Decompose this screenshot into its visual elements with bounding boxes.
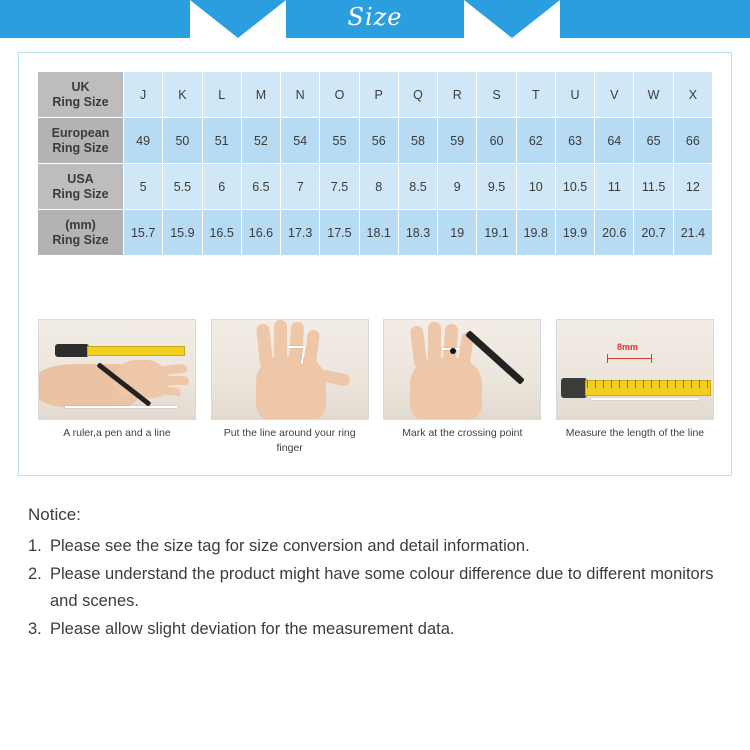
mark-crossing-point-photo [383, 319, 541, 420]
table-cell: 52 [241, 118, 280, 164]
table-cell: 51 [202, 118, 241, 164]
notice-item-number: 1. [28, 537, 42, 555]
measure-steps [38, 319, 714, 456]
table-cell: Q [398, 72, 437, 118]
table-row [38, 164, 713, 210]
table-cell: 17.3 [281, 210, 320, 256]
notice-item [28, 533, 728, 560]
notice-title: Notice: [28, 505, 81, 524]
notice-item-text: Please see the size tag for size conversion and detail information. [50, 537, 530, 555]
table-row [38, 72, 713, 118]
table-cell: 8 [359, 164, 398, 210]
table-cell: 16.5 [202, 210, 241, 256]
table-row [38, 210, 713, 256]
table-cell: S [477, 72, 516, 118]
table-cell: 10.5 [555, 164, 594, 210]
table-cell: 5.5 [163, 164, 202, 210]
table-cell: U [555, 72, 594, 118]
step-caption: A ruler,a pen and a line [63, 427, 171, 439]
table-cell: 5 [124, 164, 163, 210]
row-header-line1: USA [67, 171, 94, 186]
table-cell: 59 [438, 118, 477, 164]
table-cell: 63 [555, 118, 594, 164]
row-header-european [38, 118, 124, 164]
table-cell: 11.5 [634, 164, 673, 210]
row-header-line2: Ring Size [52, 94, 109, 109]
step-caption-line1: Put the line around your ring finger [223, 427, 356, 454]
table-cell: 21.4 [673, 210, 712, 256]
step-caption: Mark at the crossing point [402, 427, 523, 439]
step-1 [38, 319, 196, 456]
dimension-label: 8mm [616, 342, 638, 352]
notice-item-text: Please understand the product might have some colour difference due to different monitors and scenes. [50, 565, 714, 610]
thread-on-ruler [591, 398, 699, 400]
ruler-pen-line-photo [38, 319, 196, 420]
table-cell: 19 [438, 210, 477, 256]
line-around-finger-photo [211, 319, 369, 420]
table-cell: 18.1 [359, 210, 398, 256]
notice-section [28, 505, 728, 644]
notice-item [28, 561, 728, 615]
table-cell: R [438, 72, 477, 118]
notice-list [28, 533, 728, 643]
table-cell: 50 [163, 118, 202, 164]
tape-measure-case [561, 378, 587, 398]
table-cell: 65 [634, 118, 673, 164]
table-cell: 20.7 [634, 210, 673, 256]
table-cell: 7 [281, 164, 320, 210]
table-cell: 12 [673, 164, 712, 210]
step-3 [383, 319, 541, 456]
dimension-tick-left [607, 354, 608, 363]
tape-measure-strip [87, 346, 185, 356]
table-cell: 18.3 [398, 210, 437, 256]
step-4 [556, 319, 714, 456]
table-cell: 55 [320, 118, 359, 164]
table-cell: 58 [398, 118, 437, 164]
table-cell: 20.6 [595, 210, 634, 256]
table-cell: K [163, 72, 202, 118]
thread-shape [65, 406, 177, 408]
size-chart-card [18, 52, 732, 476]
table-cell: 16.6 [241, 210, 280, 256]
table-cell: 62 [516, 118, 555, 164]
header-banner [0, 0, 750, 38]
table-cell: 9.5 [477, 164, 516, 210]
hand-shape [410, 358, 482, 420]
table-cell: 56 [359, 118, 398, 164]
table-cell: 17.5 [320, 210, 359, 256]
row-header-line1: (mm) [65, 217, 96, 232]
finger-shape [428, 322, 441, 366]
table-cell: J [124, 72, 163, 118]
tape-measure-case [55, 344, 89, 357]
table-cell: 64 [595, 118, 634, 164]
row-header-line2: Ring Size [52, 186, 109, 201]
table-cell: 9 [438, 164, 477, 210]
photo-background [557, 320, 713, 419]
measure-line-length-photo [556, 319, 714, 420]
table-cell: M [241, 72, 280, 118]
table-cell: 49 [124, 118, 163, 164]
notice-item-number: 3. [28, 620, 42, 638]
dimension-tick-right [651, 354, 652, 363]
table-cell: 7.5 [320, 164, 359, 210]
table-cell: 6 [202, 164, 241, 210]
notice-item-text: Please allow slight deviation for the measurement data. [50, 620, 455, 638]
table-cell: T [516, 72, 555, 118]
table-cell: X [673, 72, 712, 118]
table-cell: L [202, 72, 241, 118]
table-cell: 60 [477, 118, 516, 164]
dimension-bar [607, 358, 651, 359]
row-header-uk [38, 72, 124, 118]
table-cell: 15.7 [124, 210, 163, 256]
table-cell: 19.9 [555, 210, 594, 256]
notice-item-number: 2. [28, 565, 42, 583]
row-header-usa [38, 164, 124, 210]
step-caption [211, 426, 369, 456]
table-cell: O [320, 72, 359, 118]
table-cell: 19.8 [516, 210, 555, 256]
tape-measure-ticks [587, 380, 709, 388]
table-cell: 19.1 [477, 210, 516, 256]
table-cell: 11 [595, 164, 634, 210]
row-header-line2: Ring Size [52, 232, 109, 247]
table-cell: P [359, 72, 398, 118]
table-cell: W [634, 72, 673, 118]
ring-size-table [37, 71, 713, 256]
step-2 [211, 319, 369, 456]
table-cell: V [595, 72, 634, 118]
row-header-line1: European [51, 125, 110, 140]
table-row [38, 118, 713, 164]
table-cell: 66 [673, 118, 712, 164]
table-cell: 10 [516, 164, 555, 210]
finger-shape [157, 376, 189, 385]
row-header-line1: UK [71, 79, 90, 94]
table-cell: 54 [281, 118, 320, 164]
table-cell: N [281, 72, 320, 118]
notice-item [28, 616, 728, 643]
row-header-line2: Ring Size [52, 140, 109, 155]
row-header-mm [38, 210, 124, 256]
step-caption: Measure the length of the line [565, 427, 705, 439]
table-cell: 6.5 [241, 164, 280, 210]
table-cell: 8.5 [398, 164, 437, 210]
finger-shape [274, 320, 287, 366]
banner-title: Size [347, 3, 403, 31]
table-cell: 15.9 [163, 210, 202, 256]
